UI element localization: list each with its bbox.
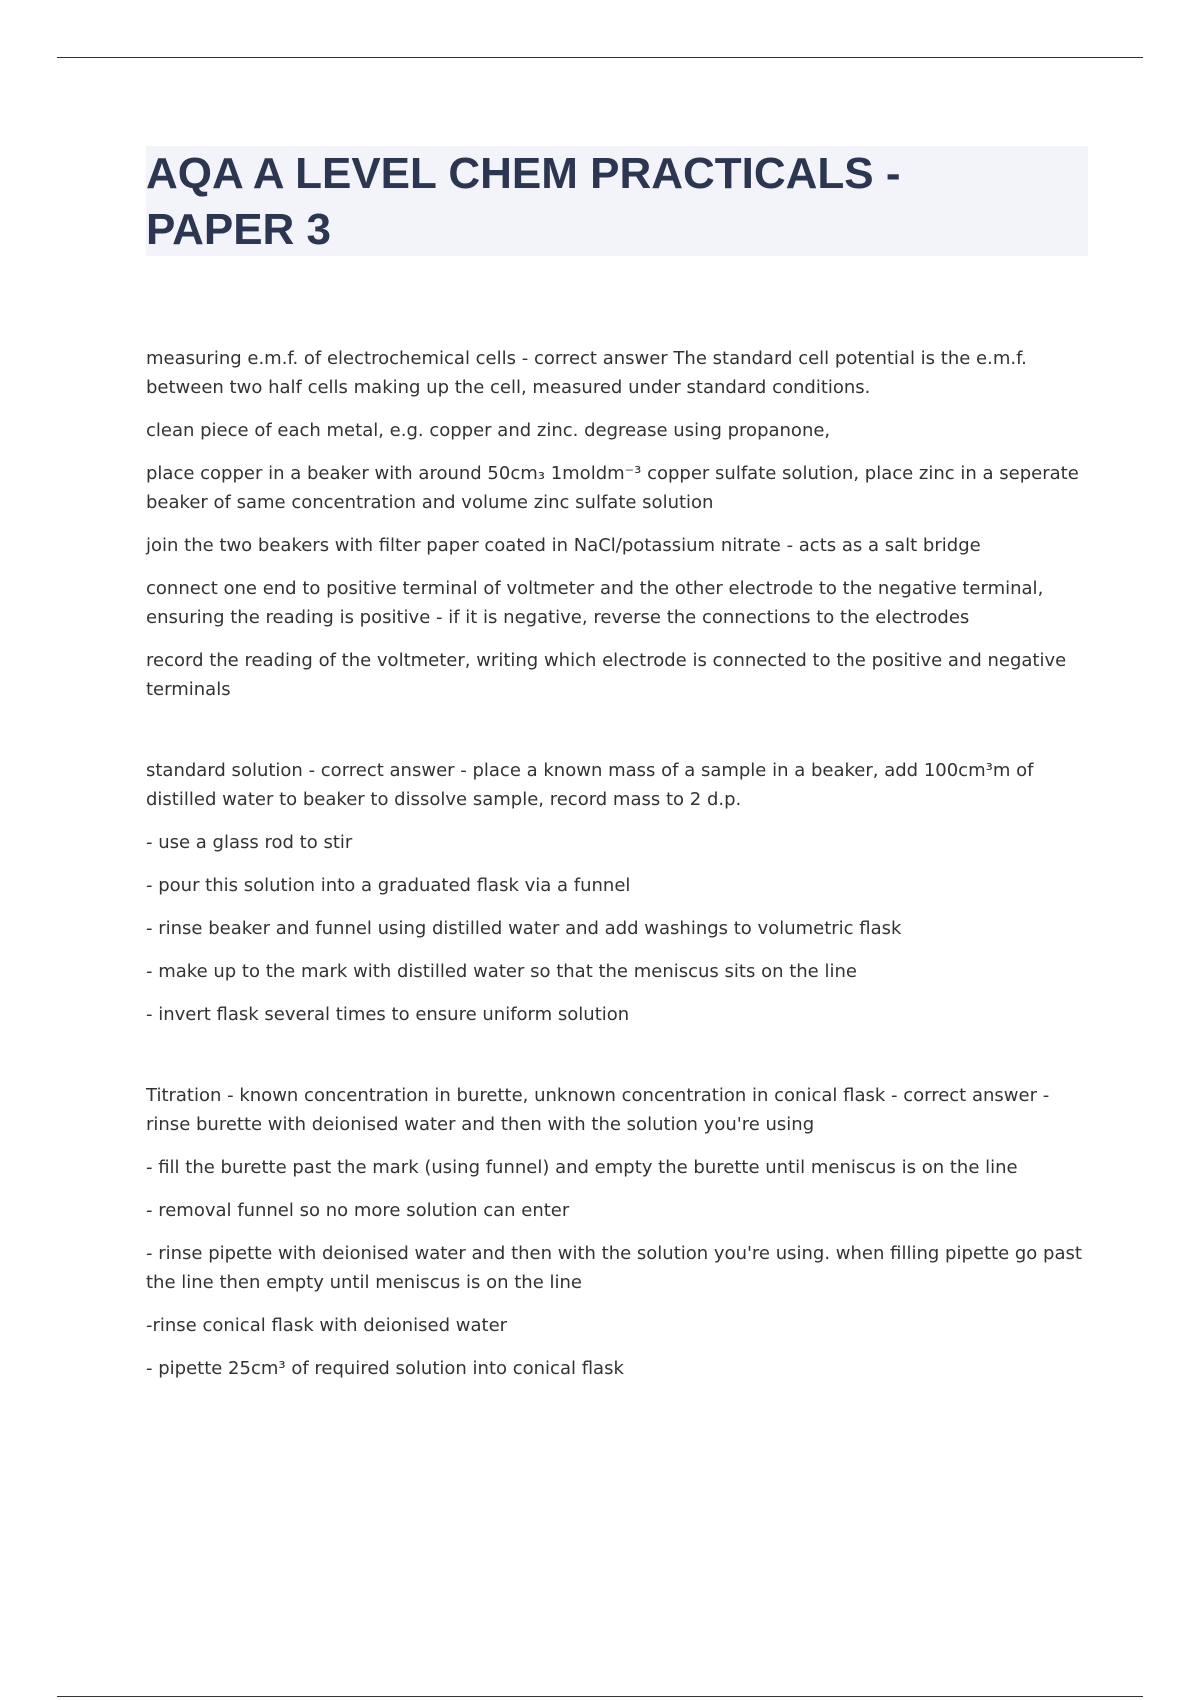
paragraph: - rinse pipette with deionised water and then with the solution you're using. when filling pipette go past the line then empty until meniscus is on the line (146, 1243, 1082, 1293)
paragraph: - removal funnel so no more solution can enter (146, 1200, 570, 1221)
paragraph: record the reading of the voltmeter, writing which electrode is connected to the positive and negative terminals (146, 650, 1067, 700)
paragraph: - rinse beaker and funnel using distilled water and add washings to volumetric flask (146, 918, 902, 939)
paragraph: connect one end to positive terminal of voltmeter and the other electrode to the negative terminal, ensuring the reading is positive - if it is negative, reverse the connections to the electrodes (146, 578, 1044, 628)
section-standard-solution (146, 756, 1086, 1029)
section-emf (146, 344, 1086, 704)
paragraph: - fill the burette past the mark (using funnel) and empty the burette until meniscus is on the line (146, 1157, 1018, 1178)
paragraph: - pipette 25cm³ of required solution into conical flask (146, 1358, 624, 1379)
paragraph: - make up to the mark with distilled water so that the meniscus sits on the line (146, 961, 857, 982)
document-body (146, 344, 1086, 1397)
page-title-line-1: AQA A LEVEL CHEM PRACTICALS - (146, 149, 901, 198)
paragraph: - use a glass rod to stir (146, 832, 353, 853)
paragraph: - invert flask several times to ensure uniform solution (146, 1004, 630, 1025)
paragraph: -rinse conical flask with deionised water (146, 1315, 508, 1336)
section-titration (146, 1081, 1086, 1383)
paragraph: join the two beakers with filter paper coated in NaCl/potassium nitrate - acts as a salt bridge (146, 535, 981, 556)
paragraph: - pour this solution into a graduated flask via a funnel (146, 875, 631, 896)
top-divider (57, 57, 1143, 58)
paragraph: clean piece of each metal, e.g. copper and zinc. degrease using propanone, (146, 420, 831, 441)
paragraph: standard solution - correct answer - place a known mass of a sample in a beaker, add 100cm³m of distilled water to beaker to dissolve sample, record mass to 2 d.p. (146, 760, 1034, 810)
paragraph: measuring e.m.f. of electrochemical cells - correct answer The standard cell potential is the e.m.f. between two half cells making up the cell, measured under standard conditions. (146, 348, 1027, 398)
page-title (146, 146, 901, 258)
title-banner (146, 146, 1088, 256)
bottom-divider (57, 1696, 1143, 1697)
paragraph: place copper in a beaker with around 50cm₃ 1moldm⁻³ copper sulfate solution, place zinc in a seperate beaker of same concentration and volume zinc sulfate solution (146, 463, 1079, 513)
page-title-line-2: PAPER 3 (146, 205, 332, 254)
paragraph: Titration - known concentration in burette, unknown concentration in conical flask - correct answer - rinse burette with deionised water and then with the solution you're using (146, 1085, 1050, 1135)
